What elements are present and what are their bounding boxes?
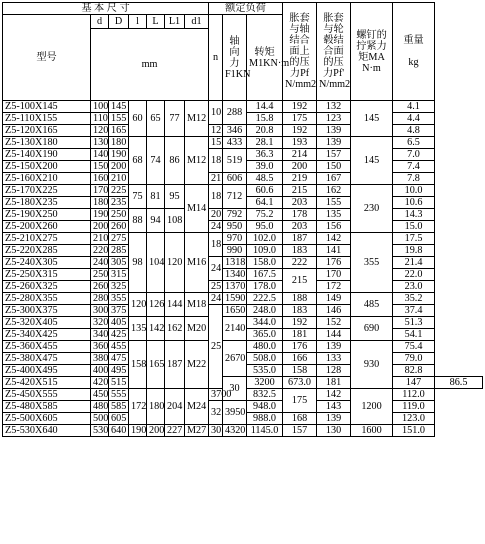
cell-M1: 832.5 (247, 389, 283, 401)
cell-MA: 355 (351, 233, 393, 293)
cell-L1: 204 (165, 389, 185, 425)
table-row: Z5-110X155 (3, 113, 91, 125)
cell-l: 172 (129, 389, 147, 425)
table-row: Z5-530X640 (3, 425, 91, 437)
cell-D: 315 (109, 269, 129, 281)
table-row: Z5-340X425 (3, 329, 91, 341)
cell-F1: 2140 (223, 317, 247, 341)
cell-MA: 930 (351, 341, 393, 389)
cell-F1: 1370 (223, 281, 247, 293)
cell-F1: 288 (223, 101, 247, 125)
cell-d: 280 (91, 293, 109, 305)
cell-M1: 158.0 (247, 257, 283, 269)
weight-label: 重量 (403, 35, 424, 46)
cell-kg: 23.0 (393, 281, 435, 293)
cell-M1: 60.6 (247, 185, 283, 197)
col-D-header: D (109, 15, 129, 29)
table-row: Z5-380X475 (3, 353, 91, 365)
cell-MA: 485 (351, 293, 393, 317)
cell-Pf2: 128 (317, 365, 351, 377)
cell-D: 165 (109, 125, 129, 137)
cell-Pf: 192 (283, 125, 317, 137)
cell-d1: M14 (185, 185, 209, 233)
cell-kg: 4.8 (393, 125, 435, 137)
cell-l: 135 (129, 317, 147, 341)
cell-d1: M16 (185, 233, 209, 293)
cell-L: 104 (147, 233, 165, 293)
cell-Pf2: 132 (317, 101, 351, 113)
table-row: Z5-200X260 (3, 221, 91, 233)
cell-L: 94 (147, 209, 165, 233)
cell-M1: 1145.0 (247, 425, 283, 437)
cell-F1: 433 (223, 137, 247, 149)
cell-L1: 120 (165, 233, 185, 293)
cell-M1: 64.1 (247, 197, 283, 209)
cell-Pf: 157 (283, 425, 317, 437)
cell-Pf2: 172 (317, 281, 351, 293)
cell-d: 400 (91, 365, 109, 377)
cell-d: 530 (91, 425, 109, 437)
cell-D: 555 (109, 389, 129, 401)
cell-Pf2: 139 (317, 341, 351, 353)
cell-M1: 508.0 (247, 353, 283, 365)
cell-D: 475 (109, 353, 129, 365)
cell-Pf: 178 (283, 209, 317, 221)
table-row: Z5-210X275 (3, 233, 91, 245)
cell-d: 150 (91, 161, 109, 173)
table-row: Z5-140X190 (3, 149, 91, 161)
col-L-header: L (147, 15, 165, 29)
table-row: Z5-120X165 (3, 125, 91, 137)
cell-n: 25 (209, 281, 223, 293)
cell-F1: 2670 (223, 341, 247, 377)
cell-MA: 145 (351, 101, 393, 137)
cell-M1: 167.5 (247, 269, 283, 281)
unit-mm: mm (91, 29, 209, 101)
col-d-header: d (91, 15, 109, 29)
cell-D: 235 (109, 197, 129, 209)
cell-L: 165 (147, 341, 165, 389)
cell-Pf: 214 (283, 149, 317, 161)
cell-Pf: 175 (283, 113, 317, 125)
cell-F1: 990 (223, 245, 247, 257)
cell-F1: 519 (223, 149, 247, 173)
cell-Pf: 187 (283, 233, 317, 245)
cell-M1: 673.0 (283, 377, 317, 389)
cell-Pf: 158 (283, 365, 317, 377)
table-row: Z5-170X225 (3, 185, 91, 197)
cell-d: 180 (91, 197, 109, 209)
cell-d1: M12 (185, 137, 209, 185)
bushing-pressure-header: 胀套与轴结合面上的压力Pf N/mm2 (283, 3, 317, 101)
cell-d1: M20 (185, 317, 209, 341)
table-row: Z5-280X355 (3, 293, 91, 305)
cell-F1: 606 (223, 173, 247, 185)
col-d1-header: d1 (185, 15, 209, 29)
col-n-header: n (209, 15, 223, 101)
table-row: Z5-100X145 (3, 101, 91, 113)
cell-M1: 95.0 (247, 221, 283, 233)
cell-M1: 39.0 (247, 161, 283, 173)
cell-d: 170 (91, 185, 109, 197)
col-L1-header: L1 (165, 15, 185, 29)
cell-Pf: 193 (283, 137, 317, 149)
cell-Pf2: 152 (317, 317, 351, 329)
cell-Pf2: 157 (317, 149, 351, 161)
cell-D: 355 (109, 293, 129, 305)
cell-F1: 346 (223, 125, 247, 137)
cell-l: 60 (129, 101, 147, 137)
torque-header: 转矩M1KN·m (247, 15, 283, 101)
cell-d: 240 (91, 257, 109, 269)
bolt-torque-header: 螺钉的拧紧力矩MA N·m (351, 3, 393, 101)
cell-M1: 365.0 (247, 329, 283, 341)
cell-d1: M18 (185, 293, 209, 317)
cell-D: 405 (109, 317, 129, 329)
cell-D: 325 (109, 281, 129, 293)
cell-Pf2: 155 (317, 197, 351, 209)
cell-D: 495 (109, 365, 129, 377)
cell-Pf2: 149 (317, 293, 351, 305)
cell-F1: 970 (223, 233, 247, 245)
table-row: Z5-250X315 (3, 269, 91, 281)
cell-n: 18 (209, 149, 223, 173)
rated-load-header: 额定负荷 (209, 3, 283, 15)
cell-kg: 6.5 (393, 137, 435, 149)
cell-Pf: 203 (283, 197, 317, 209)
cell-d: 190 (91, 209, 109, 221)
cell-d: 380 (91, 353, 109, 365)
cell-l: 120 (129, 293, 147, 317)
expansion-sleeve-spec-table (2, 2, 483, 437)
cell-Pf2: 170 (317, 269, 351, 281)
cell-n: 18 (209, 185, 223, 209)
cell-d1: M12 (185, 101, 209, 137)
cell-M1: 28.1 (247, 137, 283, 149)
cell-F1: 1650 (223, 305, 247, 317)
cell-Pf: 181 (317, 377, 351, 389)
cell-D: 455 (109, 341, 129, 353)
cell-n: 30 (223, 377, 247, 401)
cell-kg: 51.3 (393, 317, 435, 329)
cell-n: 20 (209, 209, 223, 221)
cell-d: 220 (91, 245, 109, 257)
cell-kg: 79.0 (393, 353, 435, 365)
cell-D: 200 (109, 161, 129, 173)
cell-l: 75 (129, 185, 147, 209)
basic-dims-header: 基 本 尺 寸 (3, 3, 209, 15)
cell-n: 32 (209, 401, 223, 425)
cell-D: 210 (109, 173, 129, 185)
cell-n: 25 (209, 305, 223, 389)
cell-Pf: 188 (283, 293, 317, 305)
cell-M1: 178.0 (247, 281, 283, 293)
cell-kg: 21.4 (393, 257, 435, 269)
weight-header (393, 3, 435, 101)
cell-Pf2: 167 (317, 173, 351, 185)
cell-M1: 20.8 (247, 125, 283, 137)
cell-d1: M27 (185, 425, 209, 437)
cell-L: 65 (147, 101, 165, 137)
cell-Pf2: 130 (317, 425, 351, 437)
cell-M1: 535.0 (247, 365, 283, 377)
cell-d: 500 (91, 413, 109, 425)
cell-D: 155 (109, 113, 129, 125)
cell-M1: 222.5 (247, 293, 283, 305)
cell-D: 515 (109, 377, 129, 389)
cell-D: 145 (109, 101, 129, 113)
cell-L1: 144 (165, 293, 185, 317)
cell-Pf: 219 (283, 173, 317, 185)
table-row: Z5-190X250 (3, 209, 91, 221)
cell-M1: 109.0 (247, 245, 283, 257)
cell-D: 585 (109, 401, 129, 413)
cell-Pf: 215 (283, 185, 317, 197)
cell-n: 10 (209, 101, 223, 125)
cell-D: 285 (109, 245, 129, 257)
cell-kg: 10.0 (393, 185, 435, 197)
cell-L1: 86 (165, 137, 185, 185)
cell-L: 81 (147, 185, 165, 209)
cell-n: 24 (209, 221, 223, 233)
cell-L1: 227 (165, 425, 185, 437)
cell-kg: 35.2 (393, 293, 435, 305)
cell-L1: 187 (165, 341, 185, 389)
cell-kg: 123.0 (393, 413, 435, 425)
cell-kg: 15.0 (393, 221, 435, 233)
cell-d: 260 (91, 281, 109, 293)
cell-kg: 4.4 (393, 113, 435, 125)
cell-Pf2: 176 (317, 257, 351, 269)
axial-force-header: 轴向力F1KN (223, 15, 247, 101)
cell-kg: 7.4 (393, 161, 435, 173)
cell-F1: 1590 (223, 293, 247, 305)
cell-Pf2: 139 (317, 137, 351, 149)
cell-kg: 75.4 (393, 341, 435, 353)
cell-MA: 145 (351, 137, 393, 185)
table-row: Z5-500X605 (3, 413, 91, 425)
cell-M1: 948.0 (247, 401, 283, 413)
cell-l: 68 (129, 137, 147, 185)
cell-Pf: 203 (283, 221, 317, 233)
table-row: Z5-480X585 (3, 401, 91, 413)
cell-D: 180 (109, 137, 129, 149)
cell-L: 74 (147, 137, 165, 185)
table-row: Z5-300X375 (3, 305, 91, 317)
cell-kg: 112.0 (393, 389, 435, 401)
cell-L1: 95 (165, 185, 185, 209)
table-row: Z5-220X285 (3, 245, 91, 257)
cell-L: 200 (147, 425, 165, 437)
cell-F1: 3200 (247, 377, 283, 389)
cell-kg: 37.4 (393, 305, 435, 317)
cell-F1: 1318 (223, 257, 247, 269)
cell-MA: 690 (351, 317, 393, 341)
cell-kg: 17.5 (393, 233, 435, 245)
cell-d: 120 (91, 125, 109, 137)
cell-n: 21 (209, 173, 223, 185)
cell-n: 30 (209, 425, 223, 437)
cell-Pf2: 139 (317, 125, 351, 137)
cell-MA: 230 (351, 185, 393, 233)
cell-n: 12 (209, 125, 223, 137)
model-header: 型号 (3, 15, 91, 101)
cell-d: 450 (91, 389, 109, 401)
cell-M1: 75.2 (247, 209, 283, 221)
cell-n: 15 (209, 137, 223, 149)
cell-Pf: 175 (283, 389, 317, 413)
cell-l: 88 (129, 209, 147, 233)
cell-Pf: 192 (283, 101, 317, 113)
cell-Pf: 215 (283, 269, 317, 293)
cell-D: 250 (109, 209, 129, 221)
cell-Pf2: 133 (317, 353, 351, 365)
cell-M1: 480.0 (247, 341, 283, 353)
cell-kg: 86.5 (435, 377, 483, 389)
col-l-header: l (129, 15, 147, 29)
cell-L1: 77 (165, 101, 185, 137)
cell-kg: 10.6 (393, 197, 435, 209)
cell-M1: 248.0 (247, 305, 283, 317)
cell-M1: 344.0 (247, 317, 283, 329)
cell-l: 158 (129, 341, 147, 389)
cell-D: 190 (109, 149, 129, 161)
cell-D: 305 (109, 257, 129, 269)
cell-Pf2: 146 (317, 305, 351, 317)
cell-d: 300 (91, 305, 109, 317)
cell-MA: 1600 (351, 425, 393, 437)
cell-Pf2: 150 (317, 161, 351, 173)
cell-L: 142 (147, 317, 165, 341)
table-row: Z5-180X235 (3, 197, 91, 209)
cell-d1: M24 (185, 389, 209, 425)
weight-unit: kg (408, 57, 419, 68)
cell-D: 375 (109, 305, 129, 317)
cell-Pf2: 162 (317, 185, 351, 197)
cell-D: 260 (109, 221, 129, 233)
cell-Pf: 183 (283, 305, 317, 317)
table-row: Z5-400X495 (3, 365, 91, 377)
cell-d: 320 (91, 317, 109, 329)
cell-d: 250 (91, 269, 109, 281)
cell-Pf: 166 (283, 353, 317, 365)
cell-d: 140 (91, 149, 109, 161)
cell-d: 130 (91, 137, 109, 149)
cell-D: 640 (109, 425, 129, 437)
cell-Pf2: 142 (317, 233, 351, 245)
cell-d1: M22 (185, 341, 209, 389)
cell-Pf2: 139 (317, 413, 351, 425)
cell-M1: 988.0 (247, 413, 283, 425)
cell-d: 110 (91, 113, 109, 125)
cell-L: 180 (147, 389, 165, 425)
table-row: Z5-260X325 (3, 281, 91, 293)
cell-d: 340 (91, 329, 109, 341)
cell-Pf: 192 (283, 317, 317, 329)
table-row: Z5-160X210 (3, 173, 91, 185)
cell-n: 24 (209, 293, 223, 305)
cell-Pf: 200 (283, 161, 317, 173)
cell-F1: 792 (223, 209, 247, 221)
cell-F1: 950 (223, 221, 247, 233)
table-row: Z5-420X515 (3, 377, 91, 389)
cell-Pf2: 123 (317, 113, 351, 125)
cell-D: 275 (109, 233, 129, 245)
cell-kg: 119.0 (393, 401, 435, 413)
cell-kg: 82.8 (393, 365, 435, 377)
cell-Pf: 168 (283, 413, 317, 425)
cell-d: 480 (91, 401, 109, 413)
cell-L1: 162 (165, 317, 185, 341)
cell-n: 18 (209, 233, 223, 257)
cell-d: 210 (91, 233, 109, 245)
cell-L1: 108 (165, 209, 185, 233)
table-row: Z5-450X555 (3, 389, 91, 401)
cell-Pf: 183 (283, 245, 317, 257)
table-row: Z5-360X455 (3, 341, 91, 353)
cell-F1: 1340 (223, 269, 247, 281)
cell-L: 126 (147, 293, 165, 317)
cell-D: 605 (109, 413, 129, 425)
table-row: Z5-150X200 (3, 161, 91, 173)
cell-F1: 712 (223, 185, 247, 209)
table-row: Z5-130X180 (3, 137, 91, 149)
cell-kg: 151.0 (393, 425, 435, 437)
cell-kg: 14.3 (393, 209, 435, 221)
cell-n: 24 (209, 257, 223, 281)
table-row: Z5-240X305 (3, 257, 91, 269)
cell-kg: 7.0 (393, 149, 435, 161)
cell-D: 225 (109, 185, 129, 197)
cell-d: 420 (91, 377, 109, 389)
cell-kg: 54.1 (393, 329, 435, 341)
cell-M1: 14.4 (247, 101, 283, 113)
cell-d: 360 (91, 341, 109, 353)
cell-Pf: 222 (283, 257, 317, 269)
cell-Pf2: 142 (317, 389, 351, 401)
cell-D: 425 (109, 329, 129, 341)
cell-kg: 7.8 (393, 173, 435, 185)
cell-M1: 36.3 (247, 149, 283, 161)
cell-Pf: 181 (283, 329, 317, 341)
cell-Pf2: 141 (317, 245, 351, 257)
cell-Pf2: 156 (317, 221, 351, 233)
cell-M1: 48.5 (247, 173, 283, 185)
cell-d: 100 (91, 101, 109, 113)
cell-MA: 1200 (351, 389, 393, 425)
cell-Pf2: 144 (317, 329, 351, 341)
cell-Pf2: 143 (317, 401, 351, 413)
cell-Pf: 176 (283, 341, 317, 353)
cell-d: 160 (91, 173, 109, 185)
cell-F1: 3700 (209, 389, 223, 401)
cell-kg: 22.0 (393, 269, 435, 281)
cell-d: 200 (91, 221, 109, 233)
cell-F1: 4320 (223, 425, 247, 437)
cell-l: 98 (129, 233, 147, 293)
cell-F1: 3950 (223, 401, 247, 425)
cell-l: 190 (129, 425, 147, 437)
cell-Pf2: 135 (317, 209, 351, 221)
cell-kg: 4.1 (393, 101, 435, 113)
table-row: Z5-320X405 (3, 317, 91, 329)
cell-Pf2: 147 (393, 377, 435, 389)
hub-pressure-header: 胀套与轮毂结合面的压力Pf' N/mm2 (317, 3, 351, 101)
cell-M1: 102.0 (247, 233, 283, 245)
cell-kg: 19.8 (393, 245, 435, 257)
cell-M1: 15.8 (247, 113, 283, 125)
